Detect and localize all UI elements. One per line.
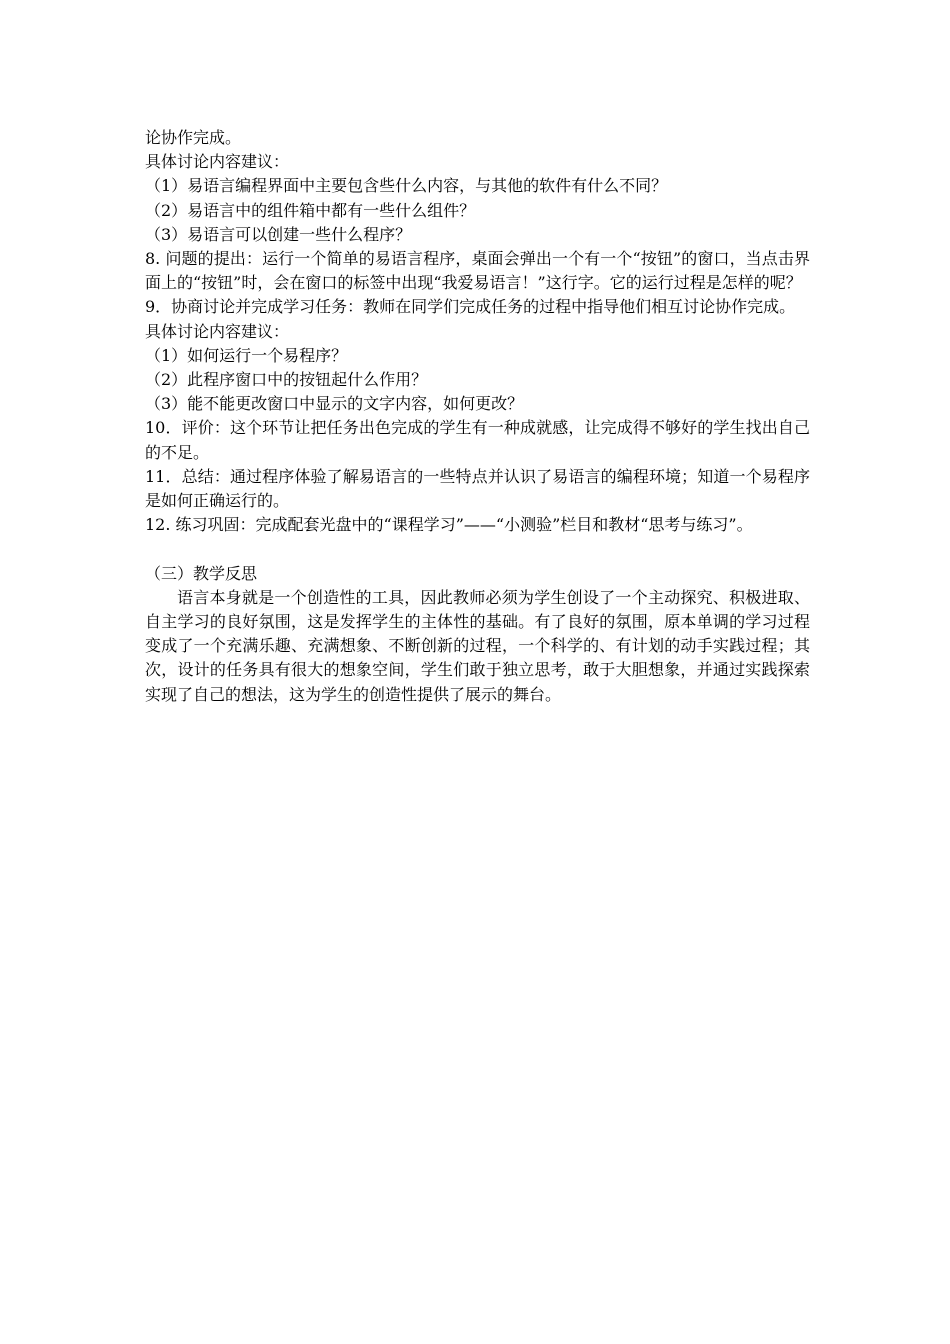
discussion-heading: 具体讨论内容建议： bbox=[145, 152, 290, 172]
list-item: （1）如何运行一个易程序？ bbox=[145, 345, 348, 365]
blank-line bbox=[145, 537, 810, 561]
discussion-heading: 具体讨论内容建议： bbox=[145, 321, 290, 341]
list-item: （1）易语言编程界面中主要包含些什么内容，与其他的软件有什么不同？ bbox=[145, 176, 668, 196]
reflection-heading: （三）教学反思 bbox=[145, 563, 258, 583]
list-item: （3）易语言可以创建一些什么程序？ bbox=[145, 224, 412, 244]
list-item: （3）能不能更改窗口中显示的文字内容，如何更改？ bbox=[145, 394, 524, 414]
step-11-paragraph: 11．总结：通过程序体验了解易语言的一些特点并认识了易语言的编程环境；知道一个易程序是如何正确运行的。 bbox=[145, 466, 810, 511]
step-10-paragraph: 10．评价：这个环节让把任务出色完成的学生有一种成就感，让完成得不够好的学生找出自己的不足。 bbox=[145, 418, 810, 462]
document-body bbox=[145, 126, 810, 707]
list-item: （2）易语言中的组件箱中都有一些什么组件？ bbox=[145, 200, 476, 220]
list-item: （2）此程序窗口中的按钮起什么作用？ bbox=[145, 370, 428, 390]
reflection-paragraph: 语言本身就是一个创造性的工具，因此教师必须为学生创设了一个主动探究、积极进取、自主学习的良好氛围，这是发挥学生的主体性的基础。有了良好的氛围，原本单调的学习过程变成了一个充满乐趣、充满想象、不断创新的过程，一个科学的、有计划的动手实践过程；其次，设计的任务具有很大的想象空间，学生们敢于独立思考，敢于大胆想象，并通过实践探索实现了自己的想法，这为学生的创造性提供了展示的舞台。 bbox=[145, 587, 810, 704]
text-line: 论协作完成。 bbox=[145, 128, 242, 147]
step-12-paragraph: 12. 练习巩固：完成配套光盘中的“课程学习”——“小测验”栏目和教材“思考与练习”。 bbox=[145, 515, 753, 535]
step-9-paragraph: 9．协商讨论并完成学习任务：教师在同学们完成任务的过程中指导他们相互讨论协作完成。 bbox=[145, 297, 796, 317]
step-8-paragraph: 8. 问题的提出：运行一个简单的易语言程序，桌面会弹出一个有一个“按钮”的窗口，当点击界面上的“按钮”时，会在窗口的标签中出现“我爱易语言！”这行字。它的运行过程是怎样的呢？ bbox=[145, 249, 810, 293]
